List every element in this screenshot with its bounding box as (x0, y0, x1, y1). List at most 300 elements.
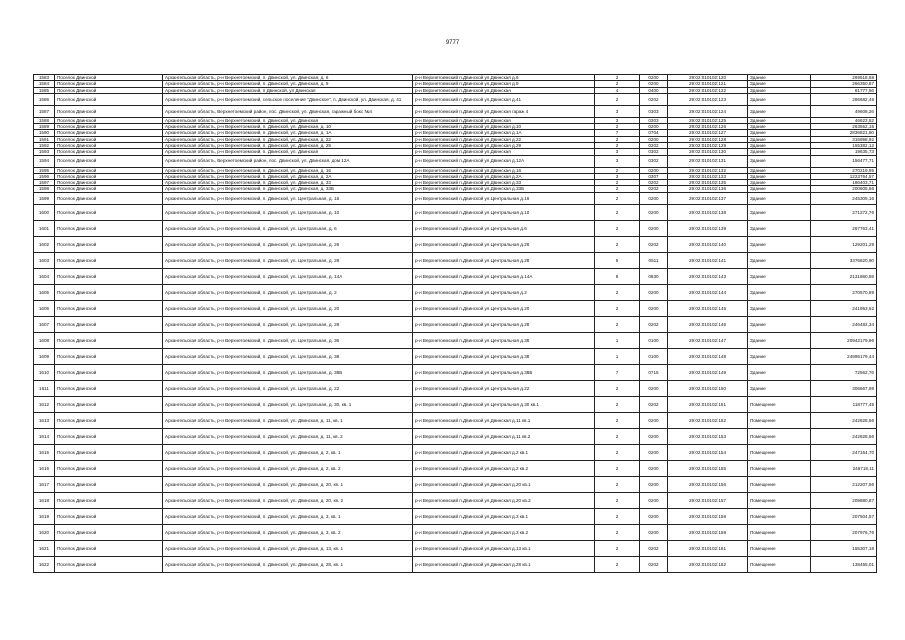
cadastral-number-cell: 29:02:010102:123 (668, 93, 748, 105)
group-code-cell: 3 (595, 117, 640, 123)
settlement-name-cell: Поселок Двинской (55, 93, 163, 105)
settlement-name-cell: Поселок Двинской (55, 476, 163, 492)
subgroup-code-cell: 0100 (640, 348, 668, 364)
group-code-cell: 2 (595, 81, 640, 87)
settlement-name-cell: Поселок Двинской (55, 167, 163, 173)
table-row (34, 540, 877, 556)
group-code-cell: 2 (595, 142, 640, 148)
group-code-cell: 2 (595, 186, 640, 192)
table-row (34, 396, 877, 412)
settlement-name-cell: Поселок Двинской (55, 492, 163, 508)
address-cell: Архангельская область, р-н Верхнетоемский, п. Двинской, ул. Центральная, д. 10 (163, 204, 413, 220)
cadastral-value-cell: 266350,87 (811, 81, 877, 87)
object-type-cell: Здание (748, 136, 811, 142)
location-cell: р-н Верхнетоемский п.Двинской ул.Двинская д.22 (413, 136, 595, 142)
cadastral-value-cell: 267763,41 (811, 220, 877, 236)
cadastral-value-cell: 129201,29 (811, 236, 877, 252)
address-cell: Архангельская область, Верхнетоемский район, пос. Двинской, ул. Двинская, гаражный бокс №4 (163, 105, 413, 117)
location-cell: р-н Верхнетоемский п.Двинской ул.Двинская д.3 кв.2 (413, 524, 595, 540)
cadastral-number-cell: 29:02:010102:157 (668, 492, 748, 508)
row-number-cell: 1593 (34, 149, 55, 155)
object-type-cell: Здание (748, 142, 811, 148)
object-type-cell: Помещение (748, 492, 811, 508)
group-code-cell: 4 (595, 87, 640, 93)
table-row (34, 105, 877, 117)
table-row (34, 508, 877, 524)
row-number-cell: 1596 (34, 173, 55, 179)
location-cell: р-н Верхнетоемский п.Двинской ул.Центральная д.36 (413, 332, 595, 348)
cadastral-number-cell: 29:02:010102:150 (668, 380, 748, 396)
object-type-cell: Помещение (748, 396, 811, 412)
location-cell: р-н Верхнетоемский п.Двинской ул.Двинская д.33 (413, 180, 595, 186)
settlement-name-cell: Поселок Двинской (55, 130, 163, 136)
address-cell: Архангельская область, р-н Верхнетоемский, п. Двинской, ул. Двинская (163, 149, 413, 155)
group-code-cell: 2 (595, 396, 640, 412)
settlement-name-cell: Поселок Двинской (55, 396, 163, 412)
cadastral-value-cell: 207504,57 (811, 508, 877, 524)
group-code-cell: 2 (595, 492, 640, 508)
subgroup-code-cell: 0200 (640, 75, 668, 81)
cadastral-number-cell: 29:02:010102:146 (668, 316, 748, 332)
address-cell: Архангельская область, р-н Верхнетоемский, п. Двинской, ул. Двинская, д. 13, кв. 1 (163, 540, 413, 556)
table-row (34, 364, 877, 380)
cadastral-value-cell: 263552,15 (811, 124, 877, 130)
row-number-cell: 1584 (34, 81, 55, 87)
settlement-name-cell: Поселок Двинской (55, 149, 163, 155)
subgroup-code-cell: 0303 (640, 117, 668, 123)
object-type-cell: Здание (748, 75, 811, 81)
row-number-cell: 1601 (34, 220, 55, 236)
object-type-cell: Здание (748, 173, 811, 179)
cadastral-number-cell: 29:02:010102:133 (668, 173, 748, 179)
subgroup-code-cell: 0830 (640, 268, 668, 284)
settlement-name-cell: Поселок Двинской (55, 348, 163, 364)
table-row (34, 476, 877, 492)
location-cell: р-н Верхнетоемский п.Двинской ул.Двинская д.33Б (413, 186, 595, 192)
location-cell: р-н Верхнетоемский п.Двинской ул.Центральная д.10 (413, 204, 595, 220)
object-type-cell: Здание (748, 252, 811, 268)
address-cell: Архангельская область, р-н Верхнетоемский, п. Двинской, ул. Центральная, д. 36 (163, 332, 413, 348)
cadastral-value-cell: 200605,66 (811, 186, 877, 192)
cadastral-number-cell: 29:02:010102:124 (668, 105, 748, 117)
group-code-cell: 2 (595, 524, 640, 540)
table-row (34, 348, 877, 364)
address-cell: Архангельская область, р-н Верхнетоемский, п. Двинской, ул. Центральная, д. 28 (163, 252, 413, 268)
row-number-cell: 1621 (34, 540, 55, 556)
cadastral-value-cell: 246718,11 (811, 460, 877, 476)
subgroup-code-cell: 0200 (640, 476, 668, 492)
cadastral-number-cell: 29:02:010102:138 (668, 204, 748, 220)
cadastral-number-cell: 29:02:010102:140 (668, 236, 748, 252)
cadastral-value-cell: 19635,73 (811, 149, 877, 155)
cadastral-value-cell: 46623,52 (811, 117, 877, 123)
object-type-cell: Помещение (748, 412, 811, 428)
settlement-name-cell: Поселок Двинской (55, 75, 163, 81)
location-cell: р-н Верхнетоемский п.Двинской ул.Двинская д.11 кв.2 (413, 428, 595, 444)
object-type-cell: Здание (748, 300, 811, 316)
group-code-cell: 7 (595, 364, 640, 380)
subgroup-code-cell: 0200 (640, 220, 668, 236)
settlement-name-cell: Поселок Двинской (55, 117, 163, 123)
object-type-cell: Здание (748, 268, 811, 284)
settlement-name-cell: Поселок Двинской (55, 186, 163, 192)
group-code-cell: 2 (595, 316, 640, 332)
address-cell: Архангельская область, р-н Верхнетоемский, п. Двинской, ул. Двинская, д. 9 (163, 81, 413, 87)
group-code-cell: 5 (595, 252, 640, 268)
address-cell: Архангельская область, р-н Верхнетоемский, п. Двинской, ул. Центральная, д. 16 (163, 192, 413, 204)
group-code-cell: 2 (595, 180, 640, 186)
subgroup-code-cell: 0400 (640, 87, 668, 93)
subgroup-code-cell: 0200 (640, 428, 668, 444)
page-number: 9777 (445, 40, 460, 46)
object-type-cell: Здание (748, 204, 811, 220)
row-number-cell: 1622 (34, 556, 55, 572)
cadastral-number-cell: 29:02:010102:137 (668, 192, 748, 204)
cadastral-value-cell: 271272,76 (811, 204, 877, 220)
address-cell: Архангельская область, р-н Верхнетоемский, п. Двинской, ул. Центральная, д. 2 (163, 284, 413, 300)
group-code-cell: 2 (595, 460, 640, 476)
settlement-name-cell: Поселок Двинской (55, 540, 163, 556)
cadastral-value-cell: 3376820,90 (811, 252, 877, 268)
group-code-cell: 3 (595, 149, 640, 155)
table-row (34, 192, 877, 204)
cadastral-value-cell: 1223764,57 (811, 173, 877, 179)
registry-table (33, 74, 877, 573)
cadastral-number-cell: 29:02:010102:154 (668, 444, 748, 460)
group-code-cell: 2 (595, 444, 640, 460)
cadastral-value-cell: 245309,16 (811, 192, 877, 204)
settlement-name-cell: Поселок Двинской (55, 444, 163, 460)
subgroup-code-cell: 0200 (640, 380, 668, 396)
subgroup-code-cell: 0200 (640, 192, 668, 204)
object-type-cell: Помещение (748, 524, 811, 540)
object-type-cell: Здание (748, 180, 811, 186)
group-code-cell: 1 (595, 332, 640, 348)
cadastral-number-cell: 29:02:010102:158 (668, 508, 748, 524)
location-cell: р-н Верхнетоемский п.Двинской ул.Двинская д.10 (413, 124, 595, 130)
row-number-cell: 1585 (34, 87, 55, 93)
cadastral-number-cell: 29:02:010102:128 (668, 136, 748, 142)
object-type-cell: Здание (748, 81, 811, 87)
cadastral-value-cell: 286682,49 (811, 93, 877, 105)
row-number-cell: 1594 (34, 155, 55, 167)
settlement-name-cell: Поселок Двинской (55, 81, 163, 87)
address-cell: Архангельская область, р-н Верхнетоемский, п. Двинской, ул. Центральная, д. 38 (163, 348, 413, 364)
row-number-cell: 1604 (34, 268, 55, 284)
row-number-cell: 1605 (34, 284, 55, 300)
row-number-cell: 1613 (34, 412, 55, 428)
subgroup-code-cell: 0200 (640, 167, 668, 173)
row-number-cell: 1612 (34, 396, 55, 412)
cadastral-number-cell: 29:02:010102:145 (668, 300, 748, 316)
location-cell: р-н Верхнетоемский п.Двинской ул.Центральная д.2 (413, 284, 595, 300)
subgroup-code-cell: 0202 (640, 93, 668, 105)
address-cell: Архангельская область, р-н Верхнетоемский, п. Двинской, ул. Двинская, д. 33 (163, 180, 413, 186)
address-cell: Архангельская область, р-н Верхнетоемский, п. Двинской, ул. Двинская, д. 6 (163, 75, 413, 81)
settlement-name-cell: Поселок Двинской (55, 524, 163, 540)
object-type-cell: Здание (748, 364, 811, 380)
settlement-name-cell: Поселок Двинской (55, 460, 163, 476)
group-code-cell: 2 (595, 428, 640, 444)
location-cell: р-н Верхнетоемский п.Двинской ул.Двинская д.3 кв.1 (413, 508, 595, 524)
cadastral-number-cell: 29:02:010102:126 (668, 124, 748, 130)
settlement-name-cell: Поселок Двинской (55, 105, 163, 117)
cadastral-number-cell: 29:02:010102:122 (668, 87, 748, 93)
object-type-cell: Помещение (748, 540, 811, 556)
subgroup-code-cell: 0200 (640, 444, 668, 460)
table-row (34, 155, 877, 167)
settlement-name-cell: Поселок Двинской (55, 87, 163, 93)
cadastral-number-cell: 29:02:010102:161 (668, 540, 748, 556)
settlement-name-cell: Поселок Двинской (55, 412, 163, 428)
object-type-cell: Здание (748, 332, 811, 348)
subgroup-code-cell: 0202 (640, 396, 668, 412)
cadastral-number-cell: 29:02:010102:127 (668, 130, 748, 136)
address-cell: Архангельская область, р-н Верхнетоемский, п. Двинской, ул. Двинская, д. 10 (163, 124, 413, 130)
cadastral-number-cell: 29:02:010102:135 (668, 180, 748, 186)
row-number-cell: 1588 (34, 117, 55, 123)
cadastral-number-cell: 29:02:010102:141 (668, 252, 748, 268)
object-type-cell: Помещение (748, 428, 811, 444)
group-code-cell: 2 (595, 476, 640, 492)
address-cell: Архангельская область, р-н Верхнетоемский, п. Двинской, ул. Двинская, д. 20, кв. 1 (163, 476, 413, 492)
subgroup-code-cell: 0200 (640, 492, 668, 508)
row-number-cell: 1610 (34, 364, 55, 380)
subgroup-code-cell: 0715 (640, 364, 668, 380)
address-cell: Архангельская область, р-н Верхнетоемский, п. Двинской, ул. Центральная, д. 20 (163, 300, 413, 316)
row-number-cell: 1617 (34, 476, 55, 492)
cadastral-value-cell: 207976,76 (811, 524, 877, 540)
cadastral-value-cell: 242828,66 (811, 412, 877, 428)
row-number-cell: 1595 (34, 167, 55, 173)
cadastral-value-cell: 247154,70 (811, 444, 877, 460)
cadastral-value-cell: 2131860,59 (811, 268, 877, 284)
cadastral-value-cell: 315958,92 (811, 136, 877, 142)
group-code-cell: 8 (595, 268, 640, 284)
group-code-cell: 1 (595, 348, 640, 364)
group-code-cell: 2 (595, 192, 640, 204)
subgroup-code-cell: 0200 (640, 300, 668, 316)
row-number-cell: 1608 (34, 332, 55, 348)
row-number-cell: 1609 (34, 348, 55, 364)
cadastral-number-cell: 29:02:010102:148 (668, 348, 748, 364)
location-cell: р-н Верхнетоемский п.Двинской ул.Двинская д.2 кв.1 (413, 444, 595, 460)
settlement-name-cell: Поселок Двинской (55, 556, 163, 572)
subgroup-code-cell: 0200 (640, 136, 668, 142)
address-cell: Архангельская область, р-н Верхнетоемский, п. Двинской, ул. Двинская, д. 2, кв. 1 (163, 444, 413, 460)
row-number-cell: 1611 (34, 380, 55, 396)
address-cell: Архангельская область, р-н Верхнетоемский, п. Двинской, ул. Двинская, д. 20, кв. 2 (163, 492, 413, 508)
cadastral-value-cell: 2836821,80 (811, 130, 877, 136)
cadastral-number-cell: 29:02:010102:144 (668, 284, 748, 300)
group-code-cell: 2 (595, 93, 640, 105)
address-cell: Архангельская область, р-н Верхнетоемский, п. Двинской, ул. Двинская, д. 3, кв. 2 (163, 524, 413, 540)
location-cell: р-н Верхнетоемский п.Двинской ул.Центральная д.26 (413, 236, 595, 252)
address-cell: Архангельская область, р-н Верхнетоемский, п. Двинской, ул. Центральная, д. 30, кв. 1 (163, 396, 413, 412)
table-row (34, 300, 877, 316)
cadastral-number-cell: 29:02:010102:130 (668, 149, 748, 155)
object-type-cell: Помещение (748, 508, 811, 524)
group-code-cell: 2 (595, 136, 640, 142)
settlement-name-cell: Поселок Двинской (55, 300, 163, 316)
cadastral-value-cell: 155382,12 (811, 142, 877, 148)
subgroup-code-cell: 0302 (640, 149, 668, 155)
object-type-cell: Здание (748, 236, 811, 252)
subgroup-code-cell: 0200 (640, 460, 668, 476)
settlement-name-cell: Поселок Двинской (55, 428, 163, 444)
cadastral-number-cell: 29:02:010102:132 (668, 167, 748, 173)
cadastral-value-cell: 270570,89 (811, 284, 877, 300)
row-number-cell: 1590 (34, 130, 55, 136)
subgroup-code-cell: 0303 (640, 105, 668, 117)
object-type-cell: Здание (748, 117, 811, 123)
row-number-cell: 1598 (34, 186, 55, 192)
row-number-cell: 1597 (34, 180, 55, 186)
cadastral-number-cell: 29:02:010102:131 (668, 155, 748, 167)
location-cell: р-н Верхнетоемский п.Двинской ул.Двинская д.9 (413, 81, 595, 87)
address-cell: Архангельская область, р-н Верхнетоемский, п. Двинской, ул. Центральная, д. 38Б (163, 364, 413, 380)
settlement-name-cell: Поселок Двинской (55, 204, 163, 220)
object-type-cell: Здание (748, 186, 811, 192)
row-number-cell: 1603 (34, 252, 55, 268)
address-cell: Архангельская область, р-н Верхнетоемский, п. Двинской, ул. Центральная, д. 28 (163, 316, 413, 332)
cadastral-value-cell: 269518,68 (811, 75, 877, 81)
object-type-cell: Здание (748, 316, 811, 332)
row-number-cell: 1614 (34, 428, 55, 444)
group-code-cell: 2 (595, 380, 640, 396)
group-code-cell: 2 (595, 204, 640, 220)
location-cell: р-н Верхнетоемский п.Двинской ул.Центральная д.14А (413, 268, 595, 284)
subgroup-code-cell: 0202 (640, 186, 668, 192)
settlement-name-cell: Поселок Двинской (55, 220, 163, 236)
object-type-cell: Здание (748, 167, 811, 173)
cadastral-value-cell: 209880,87 (811, 492, 877, 508)
settlement-name-cell: Поселок Двинской (55, 192, 163, 204)
cadastral-number-cell: 29:02:010102:152 (668, 412, 748, 428)
table-row (34, 428, 877, 444)
object-type-cell: Здание (748, 380, 811, 396)
settlement-name-cell: Поселок Двинской (55, 284, 163, 300)
group-code-cell: 2 (595, 540, 640, 556)
row-number-cell: 1619 (34, 508, 55, 524)
object-type-cell: Здание (748, 93, 811, 105)
group-code-cell: 3 (595, 173, 640, 179)
address-cell: Архангельская область, р-н Верхнетоемский, п. Двинской, ул. Центральная, д. 22 (163, 380, 413, 396)
object-type-cell: Здание (748, 87, 811, 93)
location-cell: р-н Верхнетоемский п.Двинской ул.Двинская д.28 кв.1 (413, 556, 595, 572)
row-number-cell: 1589 (34, 124, 55, 130)
subgroup-code-cell: 0200 (640, 412, 668, 428)
cadastral-value-cell: 212207,56 (811, 476, 877, 492)
address-cell: Архангельская область, р-н Верхнетоемский, п. Двинской, ул. Двинская, д. 16 (163, 167, 413, 173)
table-row (34, 460, 877, 476)
table-row (34, 268, 877, 284)
settlement-name-cell: Поселок Двинской (55, 155, 163, 167)
cadastral-number-cell: 29:02:010102:121 (668, 81, 748, 87)
group-code-cell: 2 (595, 508, 640, 524)
location-cell: р-н Верхнетоемский п.Двинской ул.Центральная д.38Б (413, 364, 595, 380)
cadastral-value-cell: 72562,76 (811, 364, 877, 380)
cadastral-number-cell: 29:02:010102:139 (668, 220, 748, 236)
row-number-cell: 1599 (34, 192, 55, 204)
location-cell: р-н Верхнетоемский п.Двинской ул.Двинская д.41 (413, 93, 595, 105)
address-cell: Архангельская область, р-н Верхнетоемский, п Двинской, ул Двинская (163, 87, 413, 93)
location-cell: р-н Верхнетоемский п.Двинской ул.Двинская д.11 кв.1 (413, 412, 595, 428)
table-row (34, 93, 877, 105)
group-code-cell: 2 (595, 236, 640, 252)
table-row (34, 252, 877, 268)
row-number-cell: 1587 (34, 105, 55, 117)
address-cell: Архангельская область, р-н Верхнетоемский, п. Двинской, ул. Двинская, д. 33Б (163, 186, 413, 192)
cadastral-value-cell: 306667,98 (811, 380, 877, 396)
group-code-cell: 2 (595, 75, 640, 81)
group-code-cell: 7 (595, 130, 640, 136)
location-cell: р-н Верхнетоемский п.Двинской ул.Центральная д.20 (413, 300, 595, 316)
row-number-cell: 1583 (34, 75, 55, 81)
cadastral-value-cell: 155307,18 (811, 540, 877, 556)
settlement-name-cell: Поселок Двинской (55, 364, 163, 380)
cadastral-number-cell: 29:02:010102:153 (668, 428, 748, 444)
address-cell: Архангельская область, р-н Верхнетоемский, п. Двинской, ул. Двинская, д. 22 (163, 136, 413, 142)
cadastral-value-cell: 138455,01 (811, 556, 877, 572)
subgroup-code-cell: 0100 (640, 332, 668, 348)
cadastral-number-cell: 29:02:010102:155 (668, 460, 748, 476)
object-type-cell: Помещение (748, 556, 811, 572)
object-type-cell: Здание (748, 192, 811, 204)
cadastral-number-cell: 29:02:010102:149 (668, 364, 748, 380)
cadastral-value-cell: 270219,95 (811, 167, 877, 173)
row-number-cell: 1592 (34, 142, 55, 148)
location-cell: р-н Верхнетоемский п.Двинской ул.Двинская д.2А (413, 173, 595, 179)
address-cell: Архангельская область, р-н Верхнетоемский, п. Двинской, ул. Центральная, д. 26 (163, 236, 413, 252)
subgroup-code-cell: 0202 (640, 540, 668, 556)
table-row (34, 316, 877, 332)
object-type-cell: Здание (748, 220, 811, 236)
cadastral-number-cell: 29:02:010102:162 (668, 556, 748, 572)
table-row (34, 556, 877, 572)
settlement-name-cell: Поселок Двинской (55, 316, 163, 332)
table-row (34, 236, 877, 252)
location-cell: р-н Верхнетоемский п.Двинской ул.Центральная д.16 (413, 192, 595, 204)
object-type-cell: Помещение (748, 444, 811, 460)
cadastral-value-cell: 24995179,44 (811, 348, 877, 364)
cadastral-value-cell: 81777,56 (811, 87, 877, 93)
address-cell: Архангельская область, р-н Верхнетоемский, п. Двинской, ул. Двинская, д. 2А (163, 173, 413, 179)
settlement-name-cell: Поселок Двинской (55, 136, 163, 142)
settlement-name-cell: Поселок Двинской (55, 508, 163, 524)
address-cell: Архангельская область, р-н Верхнетоемский, п. Двинской, ул. Двинская, д. 1А (163, 130, 413, 136)
address-cell: Архангельская область, р-н Верхнетоемский, п. Двинской, ул. Двинская, д. 28, кв. 1 (163, 556, 413, 572)
cadastral-value-cell: 246482,34 (811, 316, 877, 332)
location-cell: р-н Верхнетоемский п.Двинской ул.Двинская д.2 кв.2 (413, 460, 595, 476)
group-code-cell: 3 (595, 155, 640, 167)
row-number-cell: 1615 (34, 444, 55, 460)
cadastral-value-cell: 156477,71 (811, 155, 877, 167)
settlement-name-cell: Поселок Двинской (55, 236, 163, 252)
location-cell: р-н Верхнетоемский п.Двинской ул.Двинская д.13 кв.1 (413, 540, 595, 556)
location-cell: р-н Верхнетоемский п.Двинской ул.Двинская д.1А (413, 130, 595, 136)
subgroup-code-cell: 0302 (640, 155, 668, 167)
cadastral-number-cell: 29:02:010102:151 (668, 396, 748, 412)
object-type-cell: Здание (748, 105, 811, 117)
group-code-cell: 2 (595, 300, 640, 316)
row-number-cell: 1591 (34, 136, 55, 142)
location-cell: р-н Верхнетоемский п.Двинской ул.Двинская д.6 (413, 75, 595, 81)
group-code-cell: 2 (595, 556, 640, 572)
address-cell: Архангельская область, р-н Верхнетоемский, п. Двинской, ул. Двинская (163, 117, 413, 123)
row-number-cell: 1606 (34, 300, 55, 316)
address-cell: Архангельская область, Верхнетоемский район, пос. Двинской, ул. Двинская, дом 12А (163, 155, 413, 167)
